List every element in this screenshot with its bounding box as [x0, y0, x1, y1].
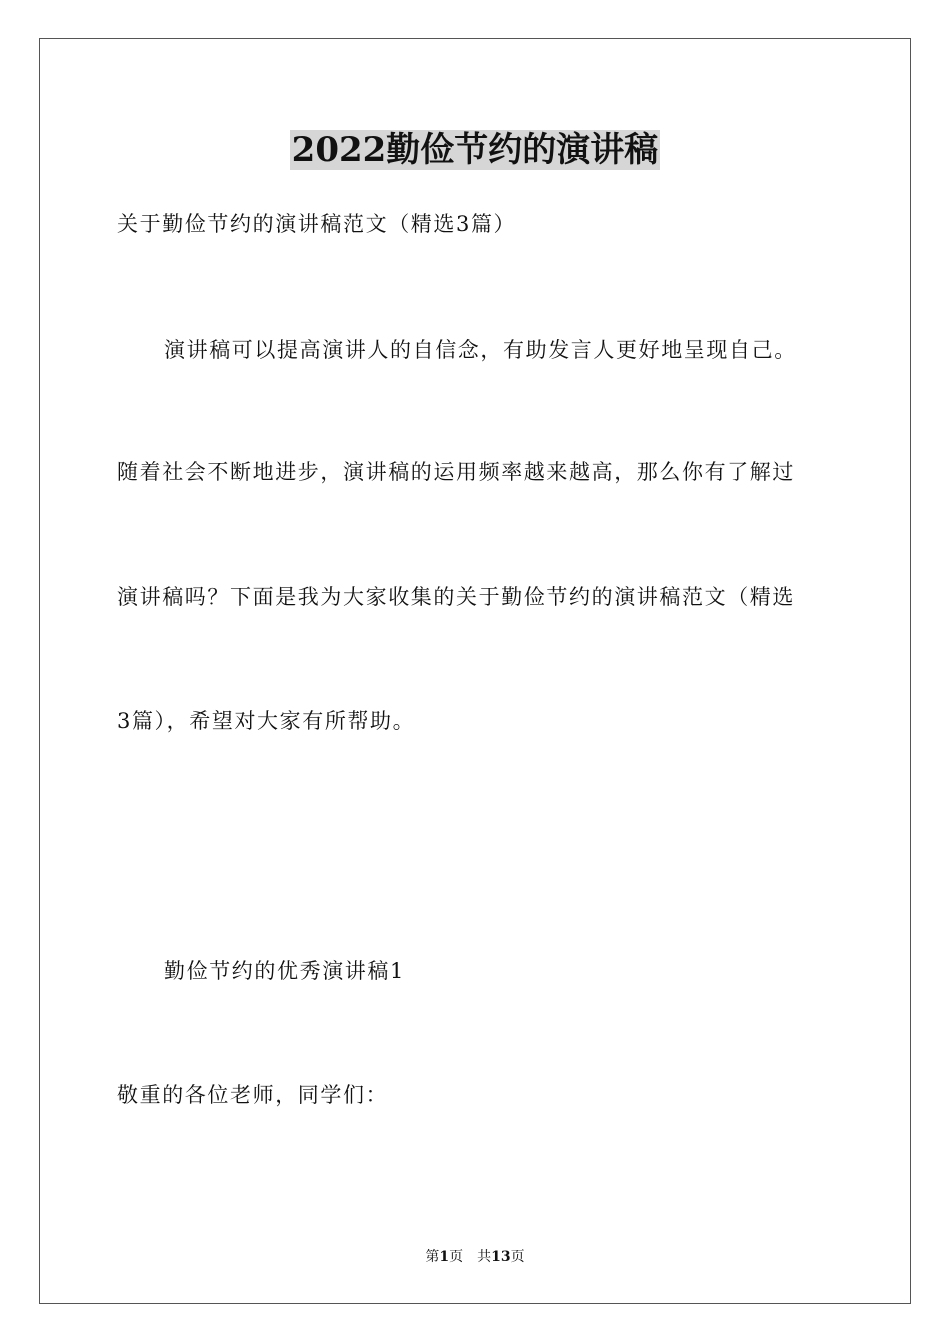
- intro-paragraph-line-3: 演讲稿吗？下面是我为大家收集的关于勤俭节约的演讲稿范文（精选: [117, 585, 795, 609]
- intro-paragraph-line-2: 随着社会不断地进步，演讲稿的运用频率越来越高，那么你有了解过: [117, 460, 795, 484]
- intro-paragraph-line-1: 演讲稿可以提高演讲人的自信念，有助发言人更好地呈现自己。: [164, 338, 797, 362]
- document-subtitle: 关于勤俭节约的演讲稿范文（精选3篇）: [117, 212, 517, 236]
- footer-total-suffix: 页: [510, 1249, 525, 1265]
- footer-page-number: 1: [439, 1249, 450, 1265]
- footer-page-prefix: 第: [425, 1249, 440, 1265]
- footer-total-pages: 13: [491, 1249, 511, 1265]
- salutation: 敬重的各位老师，同学们：: [117, 1083, 389, 1107]
- intro-paragraph-line-4: 3篇），希望对大家有所帮助。: [117, 709, 416, 733]
- document-title: [0, 128, 950, 172]
- page-footer: [0, 1247, 950, 1267]
- footer-total-prefix: 共: [477, 1249, 492, 1265]
- section-heading: 勤俭节约的优秀演讲稿1: [164, 959, 405, 983]
- document-title-text: 2022勤俭节约的演讲稿: [291, 130, 659, 170]
- footer-page-suffix: 页: [449, 1249, 464, 1265]
